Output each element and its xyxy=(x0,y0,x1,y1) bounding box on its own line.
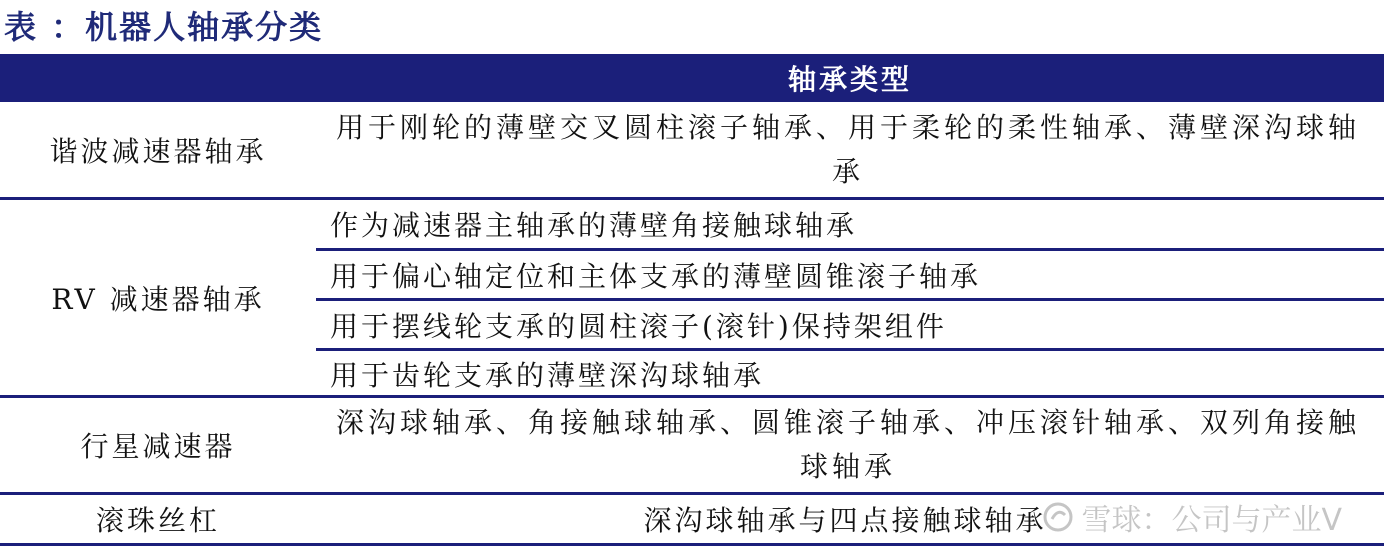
table-header xyxy=(0,54,1384,102)
table-row xyxy=(0,102,1384,198)
table-title: 表 ：机器人轴承分类 xyxy=(4,8,324,46)
sub-item: 用于偏心轴定位和主体支承的薄壁圆锥滚子轴承 xyxy=(330,259,982,293)
table-bottom-rule xyxy=(0,543,1384,546)
sub-item: 用于齿轮支承的薄壁深沟球轴承 xyxy=(330,358,765,392)
sub-item: 用于摆线轮支承的圆柱滚子(滚针)保持架组件 xyxy=(330,309,947,343)
table-row xyxy=(0,398,1384,492)
description-cell: 用于刚轮的薄壁交叉圆柱滚子轴承、用于柔轮的柔性轴承、薄壁深沟球轴承 xyxy=(335,111,1360,188)
sub-item: 作为减速器主轴承的薄壁角接触球轴承 xyxy=(330,209,858,242)
table-row xyxy=(0,200,1384,396)
watermark-text: 雪球：公司与产业V xyxy=(1081,503,1342,538)
category-cell: 滚珠丝杠 xyxy=(95,504,220,537)
category-cell: 行星减速器 xyxy=(80,430,236,463)
snowball-logo-icon xyxy=(1043,502,1073,532)
category-cell: RV 减速器轴承 xyxy=(51,283,265,316)
header-bearing-type: 轴承类型 xyxy=(787,63,912,96)
description-cell: 深沟球轴承与四点接触球轴承 xyxy=(643,504,1047,537)
description-cell: 深沟球轴承、角接触球轴承、圆锥滚子轴承、冲压滚针轴承、双列角接触球轴承 xyxy=(335,406,1360,483)
category-cell: 谐波减速器轴承 xyxy=(49,135,267,168)
watermark xyxy=(1043,493,1342,541)
